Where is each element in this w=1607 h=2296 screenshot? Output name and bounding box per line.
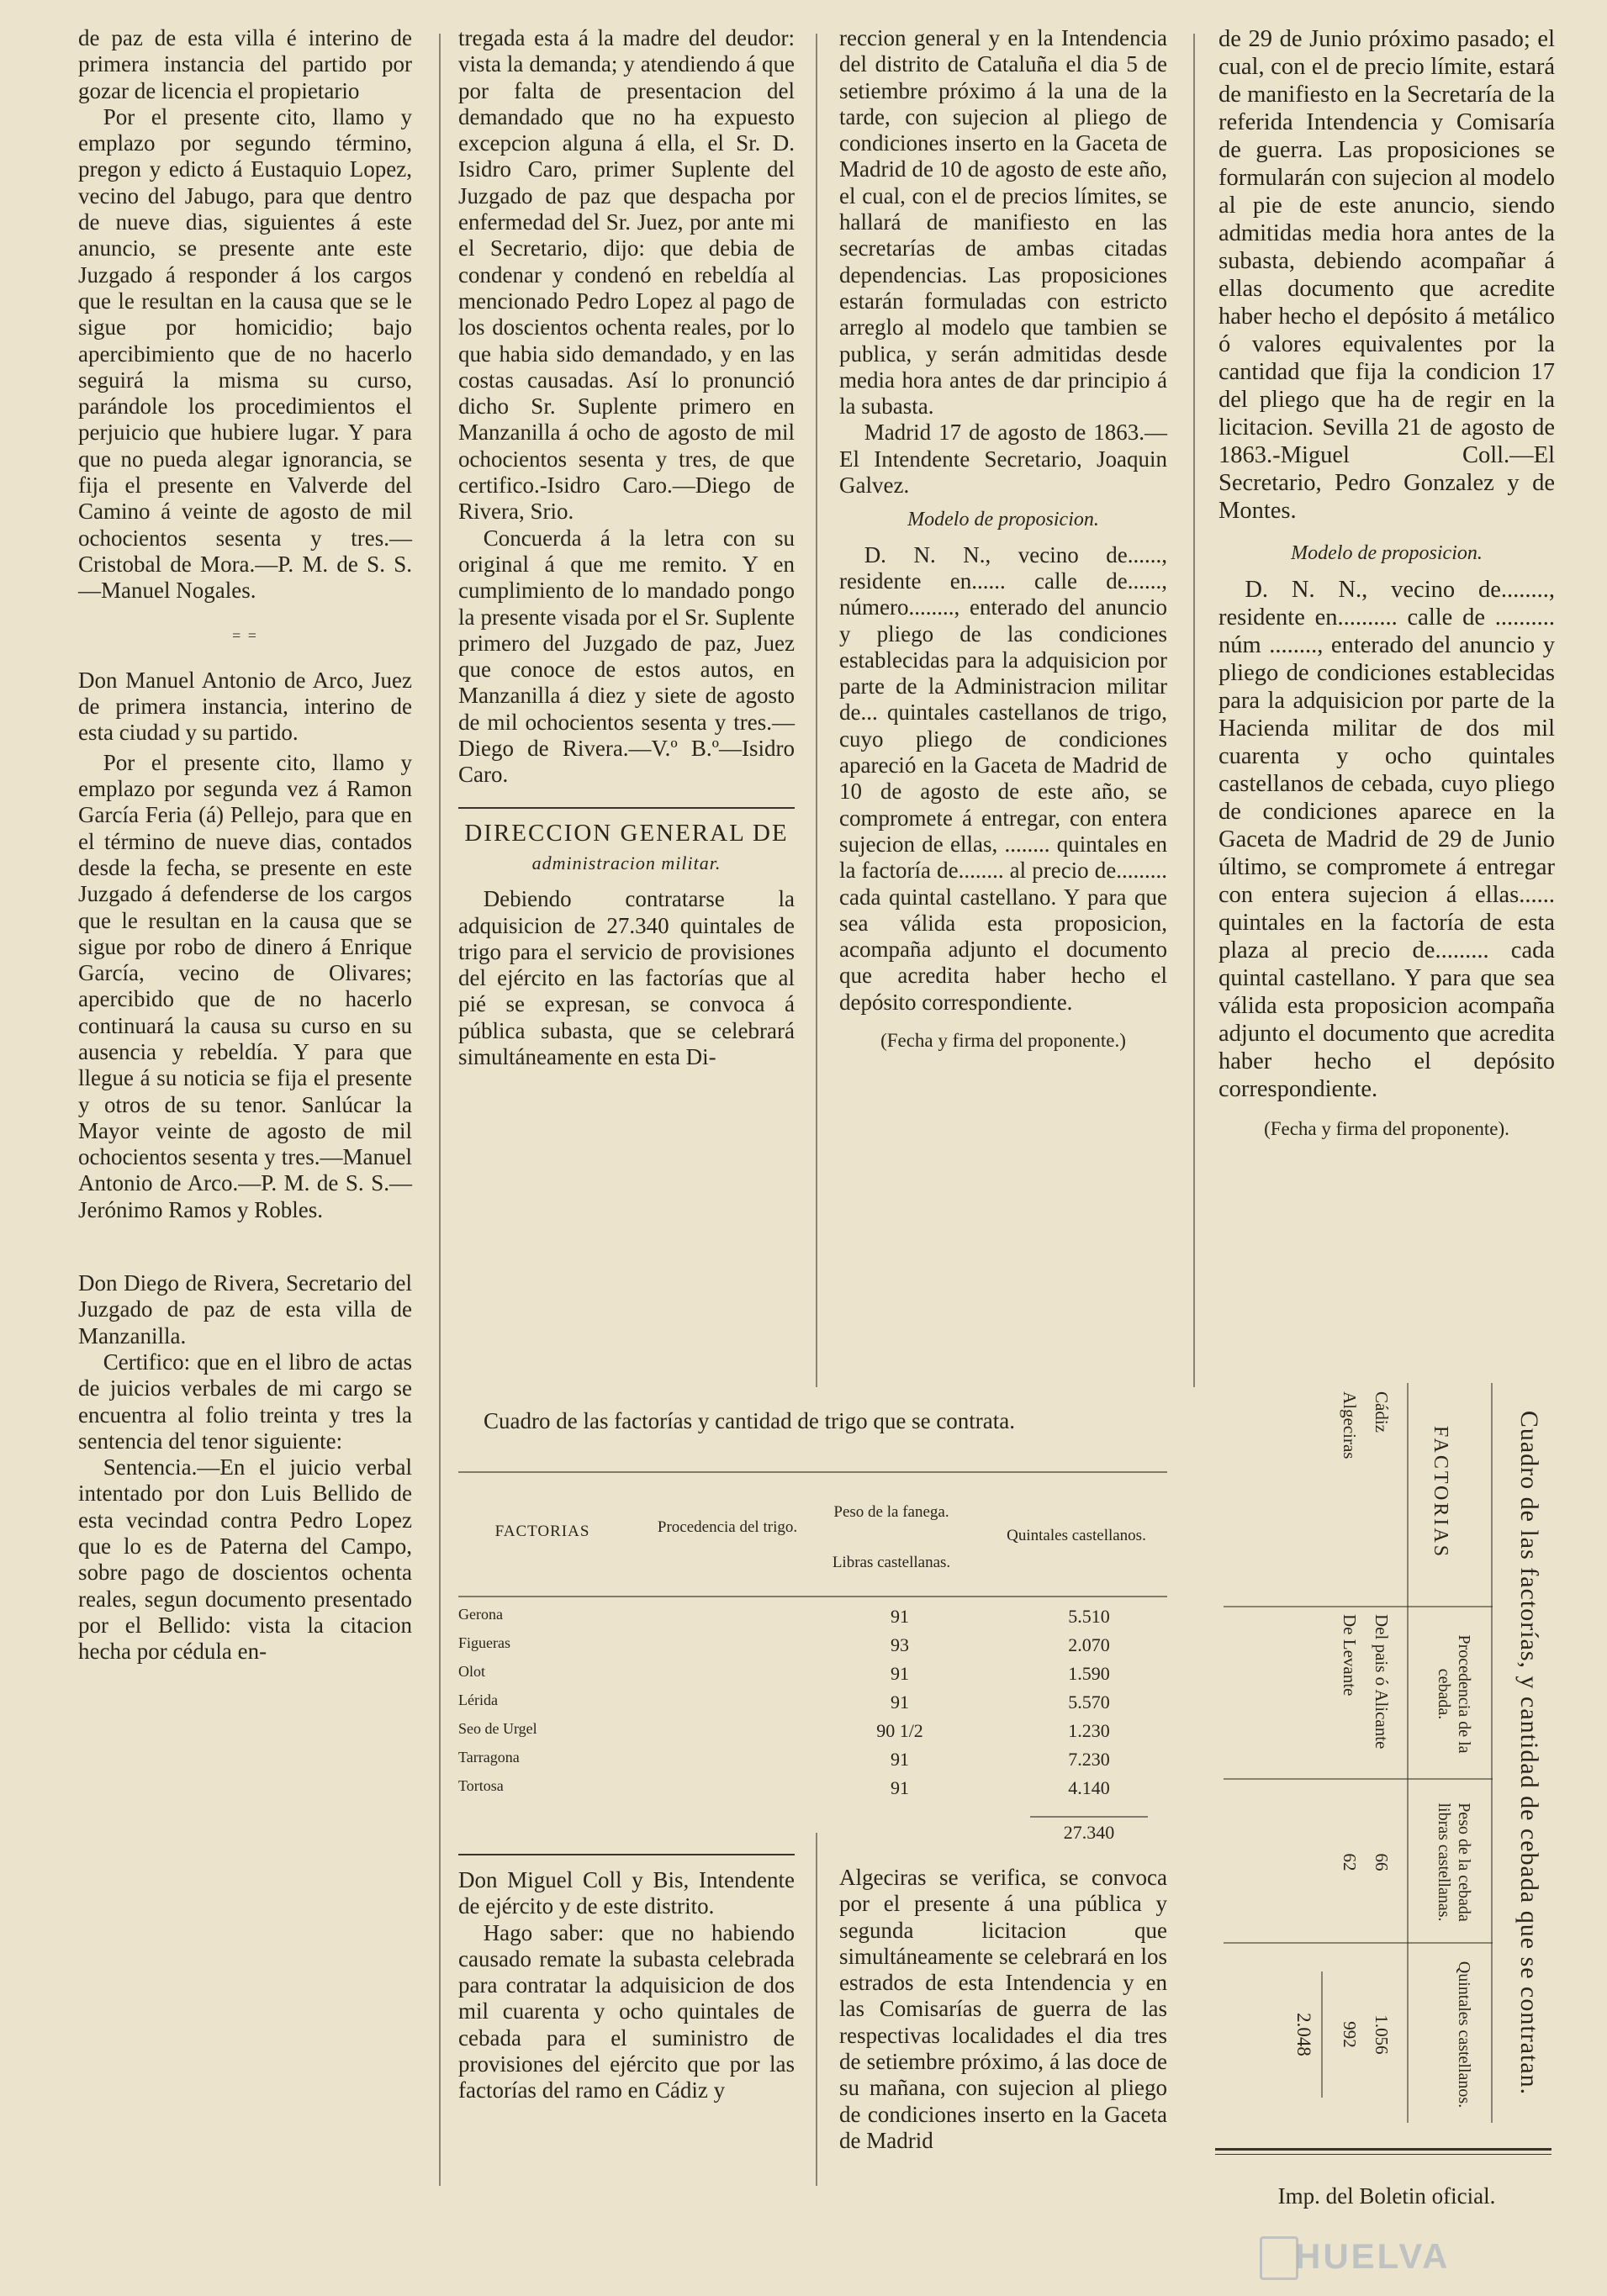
col1-paragraph: de paz de esta villa é interino de primera instancia del partido por gozar de licencia el propietario	[78, 25, 412, 103]
section-heading: DIRECCION GENERAL DE	[464, 819, 789, 847]
column-2-lower	[458, 1854, 795, 2104]
table-row-factoria: Lérida	[458, 1692, 498, 1708]
archive-logo-icon	[1260, 2236, 1298, 2280]
printer-imprint: Imp. del Boletin oficial.	[1277, 2183, 1496, 2209]
signature-note: (Fecha y firma del proponente.)	[880, 1029, 1126, 1051]
cebada-table-rotated	[1211, 1383, 1543, 2123]
table-row-libras: 91	[891, 1663, 909, 1684]
table-vrule	[1224, 1606, 1493, 1607]
col1-paragraph: Certifico: que en el libro de actas de juicios verbales de mi cargo se encuentra al folio treinta y tres la sentencia del tenor siguiente:	[78, 1349, 412, 1454]
column-rule	[816, 1833, 817, 2186]
table-row-peso: 62	[1340, 1853, 1360, 1871]
table-row-quintales: 1.056	[1372, 2014, 1392, 2055]
section-rule	[458, 1854, 795, 1855]
header-procedencia: Procedencia del trigo.	[657, 1518, 798, 1536]
table-row-quintales: 4.140	[1068, 1777, 1110, 1798]
table-rule	[1491, 1383, 1493, 2123]
col3-paragraph: Madrid 17 de agosto de 1863.—El Intendente Secretario, Joaquin Galvez.	[839, 420, 1167, 499]
header-factorias: FACTORIAS	[494, 1523, 590, 1540]
table-row-quintales: 2.070	[1068, 1634, 1110, 1655]
archive-watermark: HUELVA	[1295, 2236, 1451, 2276]
table-vrule	[1224, 1942, 1493, 1944]
table-row-libras: 91	[891, 1692, 909, 1713]
cebada-table	[1211, 1379, 1547, 2127]
col4-paragraph: de 29 de Junio próximo pasado; el cual, con el de precio límite, estará de manifiesto en la Secretaría de la referida Intendencia y Comisaría de guerra. Las proposiciones se formularán con sujecion al modelo al pie de este anuncio, siendo admitidas media hora antes de la subasta, debiendo acompañar á ellas documento que acredite haber hecho el depósito á metálico ó valores equivalentes por la cantidad que fija la condicion 17 del pliego que ha de regir en la licitacion. Sevilla 21 de agosto de 1863.-Miguel Coll.—El Secretario, Pedro Gonzalez y de Montes.	[1218, 26, 1555, 524]
table-row-peso: 66	[1372, 1853, 1392, 1871]
section-rule	[458, 807, 795, 809]
col2-paragraph: Hago saber: que no habiendo causado remate la subasta celebrada para contratar la adquisicion de dos mil cuarenta y ocho quintales de cebada para el suministro de provisiones del ejército que por las factorías del ramo en Cádiz y	[458, 1919, 795, 2103]
table-row-quintales: 1.590	[1068, 1663, 1110, 1684]
header-libras: Libras castellanas.	[832, 1554, 951, 1571]
col1-heading: Don Diego de Rivera, Secretario del Juzgado de paz de esta villa de Manzanilla.	[78, 1270, 412, 1349]
column-rule	[439, 34, 441, 2186]
section-subheading: administracion militar.	[531, 852, 722, 874]
header-quintales: Quintales castellanos.	[1455, 1961, 1473, 2109]
table-total: 2.048	[1293, 2013, 1314, 2056]
col2-paragraph: tregada esta á la madre del deudor: vista la demanda; y atendiendo á que por falta de presentacion del demandado que no ha expuesto excepcion alguna á ella, el Sr. D. Isidro Caro, primer Suplente del Juzgado de paz que despacha por enfermedad del Sr. Juez, por ante mi el Secretario, dijo: que debia de condenar y condenó en rebeldía al mencionado Pedro Lopez al pago de los doscientos ochenta reales, por lo que habia sido demandado, y en las costas causadas. Así lo pronunció dicho Sr. Suplente primero en Manzanilla á ocho de agosto de mil ochocientos sesenta y tres, de que certifico.-Isidro Caro.—Diego de Rivera, Srio.	[458, 25, 795, 525]
table-title: Cuadro de las factorías, y cantidad de cebada que se contratan.	[1515, 1410, 1543, 2096]
table-rule	[458, 1471, 1167, 1473]
table-row-factoria: Tortosa	[458, 1777, 504, 1794]
header-procedencia: Procedencia de la cebada.	[1435, 1634, 1473, 1754]
table-rule	[1407, 1383, 1409, 2123]
table-row-factoria: Gerona	[458, 1606, 503, 1623]
col1-paragraph: Sentencia.—En el juicio verbal intentado por don Luis Bellido de esta vecindad contra Pedro Lopez que lo es de Paterna del Campo, sobre pago de doscientos ochenta reales, segun documento presentado por el Bellido: vista la citacion hecha por cédula en-	[78, 1454, 412, 1665]
table-row-quintales: 7.230	[1068, 1749, 1110, 1770]
table-row-factoria: Cádiz	[1372, 1391, 1392, 1433]
col4-model: D. N. N., vecino de........, residente en.......... calle de .......... núm ........, enterado del anuncio y pliego de condiciones establecidas para la adquisicion por parte de la Hacienda militar de dos mil cuarenta y ocho quintales castellanos de cebada, cuyo pliego de condiciones aparece en la Gaceta de Madrid de 29 de Junio último, se compromete á entregar con entera sujecion á ellas...... quintales en la factoría de esta plaza al precio de......... cada quintal castellano. Y para que sea válida esta proposicion acompaña adjunto el documento que acredita haber hecho el depósito correspondiente.	[1218, 577, 1555, 1102]
section-separator: = =	[232, 626, 258, 644]
column-rule	[816, 34, 817, 1387]
column-1	[78, 25, 412, 1665]
table-row-procedencia: Del pais ó Alicante	[1372, 1614, 1392, 1750]
signature-note: (Fecha y firma del proponente).	[1264, 1118, 1509, 1139]
table-row-factoria: Seo de Urgel	[458, 1720, 537, 1737]
header-factorias: FACTORIAS	[1430, 1425, 1451, 1560]
table-row-factoria: Algeciras	[1340, 1391, 1360, 1459]
model-title: Modelo de proposicion.	[1291, 542, 1483, 564]
column-2	[458, 25, 795, 1070]
column-3	[839, 25, 1167, 1065]
column-rule	[1193, 34, 1195, 1387]
header-quintales: Quintales castellanos.	[1007, 1527, 1146, 1544]
table-total: 27.340	[1063, 1822, 1115, 1843]
col1-edict: Por el presente cito, llamo y emplazo por segundo término, pregon y edicto á Eustaquio Lopez, vecino del Jabugo, para que dentro de nueve dias, siguientes á este anuncio, se presente ante este Juzgado á responder á los cargos que le resultan en la causa que se le sigue por homicidio; bajo apercibimiento que de no hacerlo seguirá la misma su curso, parándole los procedimientos el perjuicio que hubiere lugar. Y para que no pueda alegar ignorancia, se fija el presente en Valverde del Camino á veinte de agosto de mil ochocientos sesenta y tres.—Cristobal de Mora.—P. M. de S. S.—Manuel Nogales.	[78, 103, 412, 604]
table-row-quintales: 992	[1340, 2021, 1360, 2048]
col3-model: D. N. N., vecino de......, residente en...... calle de......, número........, enterado del anuncio y pliego de las condiciones establecidas para la adquisicion por parte de la Administracion militar de... quintales castellanos de trigo, cuyo pliego de condiciones apareció en la Gaceta de Madrid de 10 de agosto de este año, se compromete á entregar, con entera sujecion de ellas, ........ quintales en la factoría de........ al precio de......... cada quintal castellano. Y para que sea válida esta proposicion, acompaña adjunto el documento que acredita haber hecho el depósito correspondiente.	[839, 541, 1167, 1015]
table-row-quintales: 5.570	[1068, 1692, 1110, 1713]
model-title: Modelo de proposicion.	[907, 509, 1099, 531]
col1-edict: Por el presente cito, llamo y emplazo por segunda vez á Ramon García Feria (á) Pellejo, para que en el término de nueve dias, contados desde la fecha, se presente en este Juzgado á defenderse de los cargos que le resultan en la causa que se sigue por robo de dinero á Enrique García, vecino de Olivares; apercibido que de no hacerlo continuará la causa su curso en su ausencia y rebeldía. Y para que llegue á su noticia se fija el presente y otros de su tenor. Sanlúcar la Mayor veinte de agosto de mil ochocientos sesenta y tres.—Manuel Antonio de Arco.—P. M. de S. S.—Jerónimo Ramos y Robles.	[78, 749, 412, 1222]
table-row-libras: 91	[891, 1777, 909, 1798]
table-row-libras: 91	[891, 1749, 909, 1770]
closing-rule	[1215, 2148, 1551, 2155]
column-4	[1218, 25, 1555, 1154]
table-row-factoria: Olot	[458, 1663, 486, 1680]
column-3-lower	[839, 1865, 1167, 2154]
col2-paragraph: Concuerda á la letra con su original á que me remito. Y en cumplimiento de lo mandado pongo la presente visada por el Sr. Suplente primero del Juzgado de paz, Juez que conoce de estos autos, en Manzanilla á diez y siete de agosto de mil ochocientos sesenta y tres.—Diego de Rivera.—V.º B.º—Isidro Caro.	[458, 525, 795, 788]
table-row-libras: 90 1/2	[876, 1720, 923, 1741]
table-title: Cuadro de las factorías y cantidad de trigo que se contrata.	[484, 1408, 1016, 1433]
total-rule	[1030, 1816, 1148, 1818]
col3-paragraph: Algeciras se verifica, se convoca por el presente á una pública y segunda licitacion que simultáneamente se celebrará en los estrados de esta Intendencia y en las Comisarías de guerra de las respectivas localidades el dia tres de setiembre próximo, á las doce de su mañana, con sujecion al pliego de condiciones inserto en la Gaceta de Madrid	[839, 1865, 1167, 2153]
table-rule	[458, 1596, 1167, 1597]
table-row-factoria: Tarragona	[458, 1749, 520, 1766]
col2-heading: Don Miguel Coll y Bis, Intendente de ejército y de este distrito.	[458, 1867, 795, 1919]
header-peso: Peso de la fanega.	[833, 1503, 949, 1521]
table-row-quintales: 1.230	[1068, 1720, 1110, 1741]
header-peso: Peso de la cebada libras castellanas.	[1435, 1802, 1473, 1922]
table-row-quintales: 5.510	[1068, 1606, 1110, 1627]
table-vrule	[1224, 1778, 1493, 1780]
table-row-libras: 93	[891, 1634, 909, 1655]
col1-heading: Don Manuel Antonio de Arco, Juez de primera instancia, interino de esta ciudad y su partido.	[78, 667, 412, 746]
table-row-libras: 91	[891, 1606, 909, 1627]
total-rule	[1321, 1971, 1323, 2098]
col3-paragraph: reccion general y en la Intendencia del distrito de Cataluña el dia 5 de setiembre próximo á la una de la tarde, con sujecion al pliego de condiciones inserto en la Gaceta de Madrid de 10 de agosto de este año, el cual, con el de precios límites, se hallará de manifiesto en las secretarías de ambas citadas dependencias. Las proposiciones estarán formuladas con estricto arreglo al modelo que tambien se publica, y serán admitidas desde media hora antes de dar principio á la subasta.	[839, 25, 1167, 420]
table-row-procedencia: De Levante	[1340, 1614, 1360, 1697]
table-row-factoria: Figueras	[458, 1634, 510, 1651]
col2-paragraph: Debiendo contratarse la adquisicion de 27.340 quintales de trigo para el servicio de provisiones del ejército en las factorías que al pié se expresan, se convoca á pública subasta, que se celebrará simultáneamente en esta Di-	[458, 886, 795, 1069]
